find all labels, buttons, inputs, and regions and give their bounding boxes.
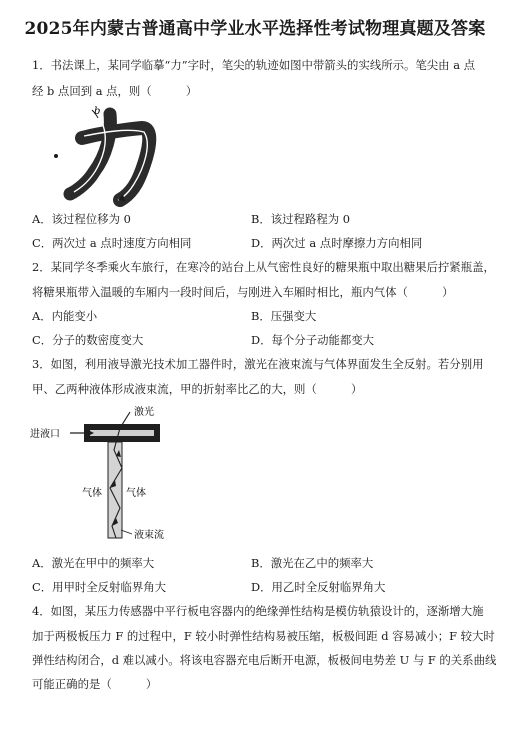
q2-option-b: B．压强变大	[251, 309, 317, 323]
q3-option-b: B．激光在乙中的频率大	[251, 556, 374, 570]
label-inlet: 进液口	[30, 429, 60, 440]
q3-option-d: D．用乙时全反射临界角大	[251, 580, 386, 594]
q3-line-1: 3．如图，利用液导激光技术加工器件时，激光在液束流与气体界面发生全反射。若分别用	[32, 357, 484, 371]
q1-option-d: D．两次过 a 点时摩擦力方向相同	[251, 236, 423, 250]
page-title: 2025年内蒙古普通高中学业水平选择性考试物理真题及答案	[24, 19, 486, 39]
q2-option-a: A．内能变小	[32, 309, 98, 323]
q1-option-c: C．两次过 a 点时速度方向相同	[32, 236, 192, 250]
q1-option-a: A．该过程位移为 0	[32, 212, 131, 226]
label-b: b	[94, 106, 101, 117]
q2-option-d: D．每个分子动能都变大	[251, 333, 375, 347]
label-liquid-stream: 液束流	[134, 530, 164, 541]
point-a-marker	[54, 154, 58, 158]
q4-line-4: 可能正确的是（ ）	[32, 677, 158, 691]
q4-line-2: 加于两极板压力 F 的过程中，F 较小时弹性结构易被压缩，板极间距 d 容易减小；F 较大时	[32, 629, 495, 643]
q2-line-2: 将糖果瓶带入温暖的车厢内一段时间后，与刚进入车厢时相比，瓶内气体（ ）	[32, 285, 454, 299]
label-laser: 激光	[134, 407, 154, 418]
q2-option-c: C．分子的数密度变大	[32, 333, 144, 347]
q1-line-2: 经 b 点回到 a 点，则（ ）	[32, 84, 198, 98]
q2-line-1: 2．某同学冬季乘火车旅行，在寒冷的站台上从气密性良好的糖果瓶中取出糖果后拧紧瓶盖，	[32, 260, 495, 274]
q4-line-1: 4．如图，某压力传感器中平行板电容器内的绝缘弹性结构是模仿轨猿设计的，逐渐增大施	[32, 604, 484, 618]
q3-option-a: A．激光在甲中的频率大	[32, 556, 155, 570]
label-gas-right: 气体	[126, 488, 146, 499]
q1-option-b: B．该过程路程为 0	[251, 212, 350, 226]
q3-line-2: 甲、乙两种液体形成液束流，甲的折射率比乙的大，则（ ）	[32, 382, 363, 396]
q3-option-c: C．用甲时全反射临界角大	[32, 580, 167, 594]
q1-brush-figure	[48, 104, 168, 208]
q4-line-3: 弹性结构闭合，d 难以减小。将该电容器充电后断开电源，板极间电势差 U 与 F 的关系曲线	[32, 653, 497, 667]
label-gas-left: 气体	[82, 488, 102, 499]
q1-line-1: 1．书法课上，某同学临摹“力”字时，笔尖的轨迹如图中带箭头的实线所示。笔尖由 a 点	[32, 58, 475, 72]
nozzle-inner-channel	[90, 430, 154, 436]
q3-laser-figure	[30, 406, 190, 546]
